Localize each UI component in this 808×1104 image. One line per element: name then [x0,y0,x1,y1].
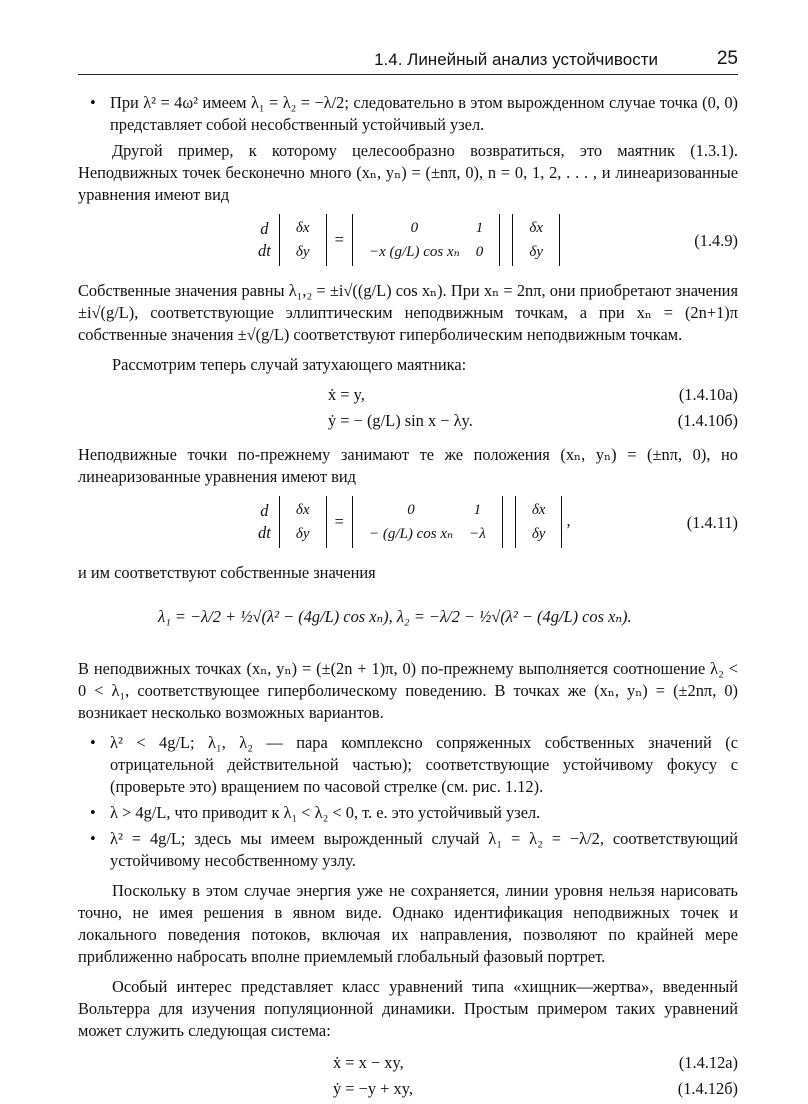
vector-right: δx δy [512,214,560,266]
bullet-item [78,802,738,824]
paragraph: Неподвижные точки по-прежнему занимают те же положения (xₙ, yₙ) = (±nπ, 0), но линеаризованные уравнения имеют вид [78,445,738,486]
equation-body: ẏ = −y + xy, [333,1079,413,1098]
paragraph: Собственные значения равны λ₁,₂ = ±i√((g/L) cos xₙ). При xₙ = 2nπ, они приобретают значения ±i√(g/L), соответствующие эллиптическим неподвижным точкам, а при xₙ = (2n+1)π собственные значения ±√(g/L) соответствуют гиперболическим неподвижным точкам. [78,281,738,344]
bullet-icon: • [90,829,96,848]
equation-1-4-12b [78,1078,738,1104]
paragraph: В неподвижных точках (xₙ, yₙ) = (±(2n + 1)π, 0) по-прежнему выполняется соотношение λ₂ < 0 < λ₁, соответствующее гиперболическому поведению. В точках же (xₙ, yₙ) = (±2nπ, 0) возникает несколько возможных вариантов. [78,659,738,722]
bullet-icon: • [90,803,96,822]
damped-jacobian-matrix: 0 1 − (g/L) cos xₙ −λ [352,496,503,548]
equation-body: d dt δx δy = 0 1 −x (g/L) cos xₙ 0 δx δy [258,214,564,266]
equation-1-4-10b [78,410,738,436]
bullet-text: λ > 4g/L, что приводит к λ₁ < λ₂ < 0, т. е. это устойчивый узел. [110,803,541,822]
bullet-icon: • [90,93,96,112]
equation-number: (1.4.11) [686,513,738,532]
equation-body: ẋ = y, [328,385,365,404]
bullet-text: При λ² = 4ω² имеем λ₁ = λ₂ = −λ/2; следовательно в этом вырожденном случае точка (0, 0) представляет собой несобственный устойчивый узел. [110,93,738,134]
eigenvalues-equation [78,592,738,648]
equation-body: d dt δx δy = 0 1 − (g/L) cos xₙ −λ δx δy , [258,496,571,548]
equation-number: (1.4.12а) [678,1053,738,1072]
equation-1-4-10a [78,384,738,410]
bullet-item [78,828,738,872]
bullet-item [78,732,738,798]
equation-body: λ₁ = −λ/2 + ½√(λ² − (4g/L) cos xₙ), λ₂ = −λ/2 − ½√(λ² − (4g/L) cos xₙ). [158,607,632,626]
bullet-item [78,92,738,136]
paragraph: Особый интерес представляет класс уравнений типа «хищник—жертва», введенный Вольтерра для изучения популяционной динамики. Простым примером таких уравнений может служить следующая система: [78,977,738,1040]
derivative-operator: d dt [258,219,271,260]
jacobian-matrix: 0 1 −x (g/L) cos xₙ 0 [352,214,500,266]
equation-number: (1.4.12б) [677,1079,738,1098]
paragraph: Поскольку в этом случае энергия уже не сохраняется, линии уровня нельзя нарисовать точно, не имея решения в явном виде. Однако идентификация неподвижных точек и локального поведения потоков, включая их направления, позволяют по крайней мере приближенно набросать вполне приемлемый глобальный фазовый портрет. [78,881,738,966]
page-number: 25 [716,48,738,69]
bullet-icon: • [90,733,96,752]
bullet-text: λ² < 4g/L; λ₁, λ₂ — пара комплексно сопряженных собственных значений (с отрицательной действительной частью); соответствующие устойчивому фокусу с (проверьте это) вращением по часовой стрелке (см. рис. 1.12). [110,733,738,796]
vector-left: δx δy [279,214,327,266]
paragraph: Рассмотрим теперь случай затухающего маятника: [112,355,467,374]
equation-1-4-11 [78,496,738,552]
section-title: 1.4. Линейный анализ устойчивости [374,50,658,69]
equation-number: (1.4.9) [694,231,738,250]
equation-1-4-12a [78,1052,738,1078]
paragraph: Другой пример, к которому целесообразно возвратиться, это маятник (1.3.1). Неподвижных точек бесконечно много (xₙ, yₙ) = (±nπ, 0), n = 0, 1, 2, . . . , и линеаризованные уравнения имеют вид [78,141,738,204]
equation-number: (1.4.10а) [678,385,738,404]
equation-body: ẏ = − (g/L) sin x − λy. [328,411,473,430]
bullet-text: λ² = 4g/L; здесь мы имеем вырожденный случай λ₁ = λ₂ = −λ/2, соответствующий устойчивому несобственному узлу. [110,829,738,870]
equation-body: ẋ = x − xy, [333,1053,404,1072]
page-body [78,92,738,1104]
equation-1-4-9 [78,214,738,270]
running-header [78,46,738,75]
equation-number: (1.4.10б) [677,411,738,430]
paragraph: и им соответствуют собственные значения [78,563,376,582]
